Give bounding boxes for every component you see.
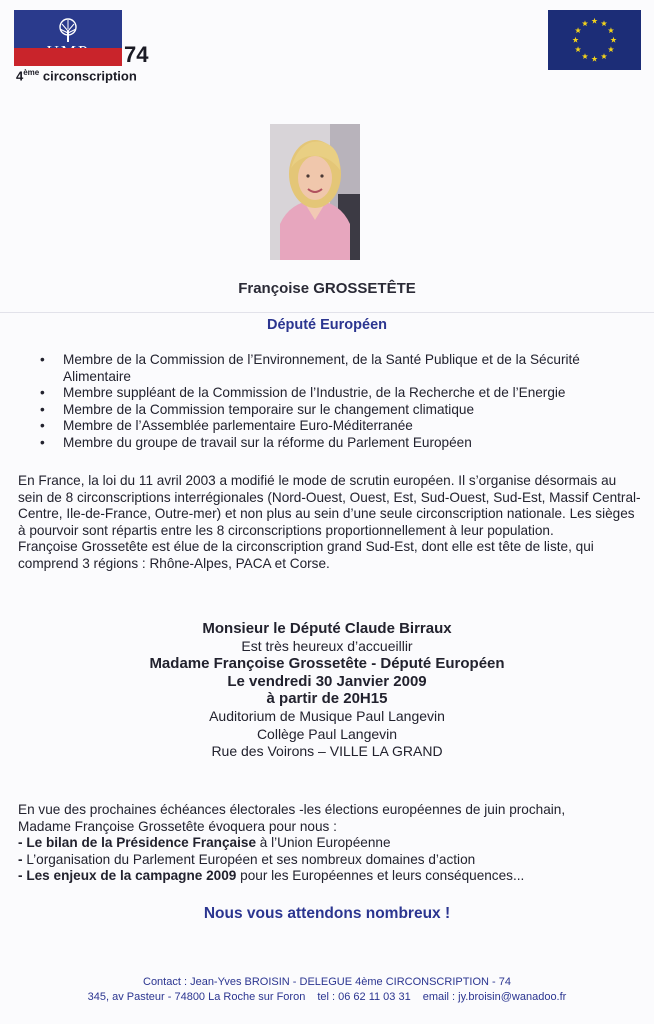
list-item: • Membre de l’Assemblée parlementaire Euro-Méditerranée (40, 418, 640, 435)
invitation-time: à partir de 20H15 (266, 690, 388, 708)
contact-phone: tel : 06 62 11 03 31 (317, 990, 411, 1003)
invitation-address: Rue des Voirons – VILLE LA GRAND (211, 743, 443, 760)
agenda-item (18, 835, 643, 852)
agenda-item-bold: Les enjeux de la campagne 2009 (26, 868, 237, 884)
agenda-item-prefix: - (18, 868, 27, 884)
logo-red-band (14, 48, 122, 66)
contact-details (0, 990, 654, 1005)
closing-message: Nous vous attendons nombreux ! (203, 905, 451, 922)
invitation-date: Le vendredi 30 Janvier 2009 (227, 672, 427, 690)
constituency-ordinal-suffix: ème (23, 68, 40, 77)
candidate-title: Député Européen (266, 317, 388, 333)
list-item: • Membre suppléant de la Commission de l’Industrie, de la Recherche et de l’Energie (40, 385, 640, 402)
constituency-ordinal: 4 (16, 68, 24, 84)
election-info (18, 473, 643, 573)
invitation-welcome: Est très heureux d’accueillir (241, 637, 413, 654)
agenda-item-text: L’organisation du Parlement Européen et ses nombreux domaines d’action (26, 851, 476, 867)
candidate-name: Françoise GROSSETÊTE (238, 280, 416, 297)
invitation-school: Collège Paul Langevin (256, 725, 398, 742)
tree-icon (55, 17, 81, 43)
paragraph: Françoise Grossetête est élue de la circonscription grand Sud-Est, dont elle est tête de liste, qui comprend 3 régions : Rhône-Alpes, PACA et Corse. (18, 539, 594, 571)
department-number: 74 (124, 42, 149, 67)
constituency-label (16, 68, 137, 83)
roles-list (40, 352, 640, 452)
agenda-item-bold: Le bilan de la Présidence Française (26, 835, 256, 851)
constituency-text: circonscription (42, 68, 137, 84)
agenda-intro: En vue des prochaines échéances électorales -les élections européennes de juin prochain, (18, 802, 566, 817)
ump-logo (14, 10, 122, 66)
agenda-intro: Madame Françoise Grossetête évoquera pour nous : (18, 818, 337, 834)
list-item: • Membre de la Commission temporaire sur le changement climatique (40, 402, 640, 419)
agenda-item (18, 852, 643, 869)
candidate-photo (270, 124, 360, 260)
invitation-host: Monsieur le Député Claude Birraux (202, 620, 452, 637)
paragraph: En France, la loi du 11 avril 2003 a modifié le mode de scrutin européen. Il s’organise désormais au sein de 8 circonscriptions interrégionales (Nord-Ouest, Ouest, Est, Sud-Ouest, Sud-Est, Massif Central-Centre, Ile-de-France, Outre-mer) et non plus au sein d’une seule circonscription nationale. Les sièges à pourvoir sont répartis entre les 8 circonscriptions proportionnellement à leur population. (18, 473, 641, 538)
agenda-item (18, 868, 643, 885)
agenda-item-prefix: - (18, 851, 27, 867)
list-item: • Membre de la Commission de l’Environnement, de la Santé Publique et de la Sécurité Alimentaire (40, 352, 640, 385)
invitation-block (0, 620, 654, 761)
agenda-item-prefix: - (18, 835, 27, 851)
invitation-guest: Madame Françoise Grossetête - Député Européen (149, 655, 505, 673)
eu-flag-icon (548, 10, 641, 70)
contact-address: 345, av Pasteur - 74800 La Roche sur Foron (87, 990, 306, 1003)
list-item: • Membre du groupe de travail sur la réforme du Parlement Européen (40, 435, 640, 452)
agenda-item-text: à l’Union Européenne (256, 835, 391, 851)
agenda-block (18, 802, 643, 885)
divider (0, 312, 654, 313)
contact-line: Contact : Jean-Yves BROISIN - DELEGUE 4ème CIRCONSCRIPTION - 74 (143, 976, 511, 988)
invitation-venue: Auditorium de Musique Paul Langevin (209, 707, 445, 724)
contact-email[interactable]: email : jy.broisin@wanadoo.fr (422, 990, 567, 1003)
contact-footer (0, 975, 654, 1004)
agenda-item-text: pour les Européennes et leurs conséquences... (236, 868, 525, 884)
